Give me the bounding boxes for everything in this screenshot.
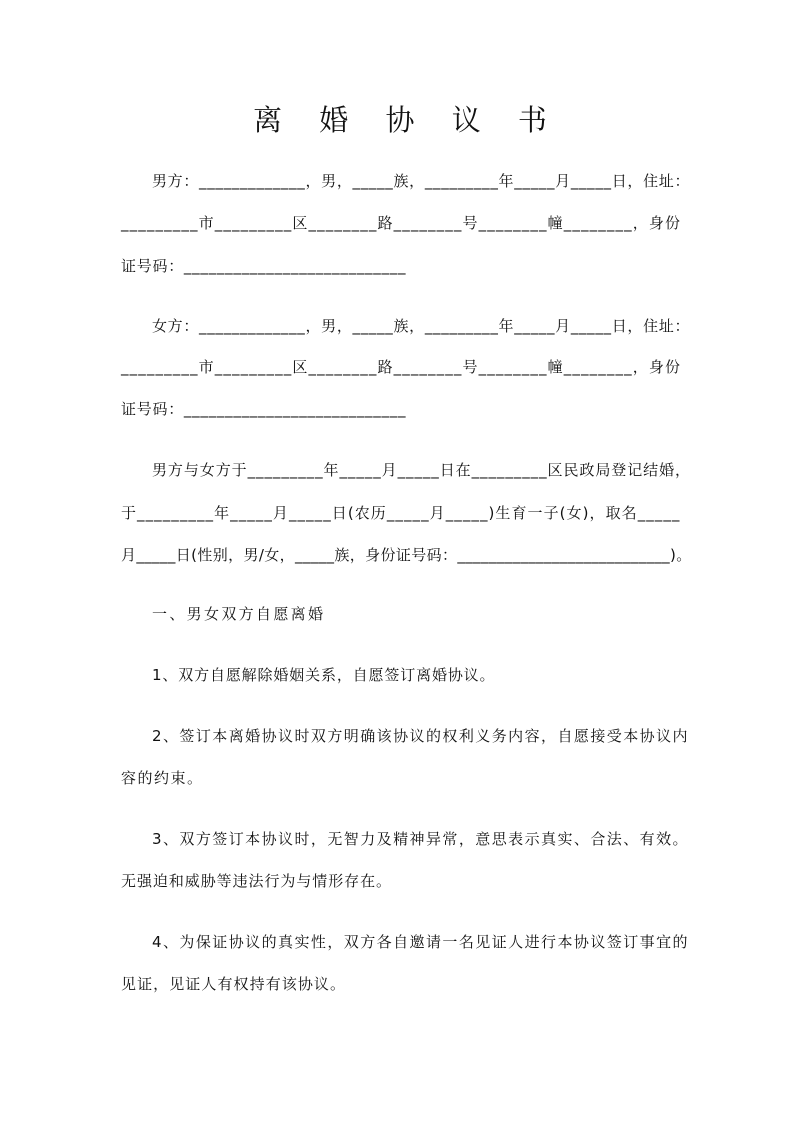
clause-2-line-1: 2、签订本离婚协议时双方明确该协议的权利义务内容，自愿接受本协议内: [152, 727, 690, 745]
document-title: 离 婚 协 议 书: [253, 103, 561, 137]
clause-2-line-2: 容的约束。: [121, 769, 204, 787]
female-line-3: 证号码：___________________________: [121, 400, 407, 418]
clause-3-line-1: 3、双方签订本协议时，无智力及精神异常，意思表示真实、合法、有效。: [152, 830, 690, 848]
female-line-1: 女方：_____________，男，_____族，_________年_____月_____日，住址：: [152, 317, 691, 335]
clause-4-line-1: 4、为保证协议的真实性，双方各自邀请一名见证人进行本协议签订事宜的: [152, 933, 690, 951]
marriage-line-2: 于_________年_____月_____日(农历_____月_____)生育一子(女)，取名_____: [121, 504, 681, 522]
male-line-1: 男方：_____________，男，_____族，_________年_____月_____日，住址：: [152, 172, 691, 190]
marriage-line-1: 男方与女方于_________年_____月_____日在_________区民政局登记结婚，: [152, 461, 691, 479]
clause-4-line-2: 见证，见证人有权持有该协议。: [121, 975, 347, 993]
clause-1: 1、双方自愿解除婚姻关系，自愿签订离婚协议。: [152, 666, 496, 684]
marriage-line-3: 月_____日(性别，男/女，_____族，身份证号码：___________________________)。: [121, 546, 692, 564]
clause-3-line-2: 无强迫和威胁等违法行为与情形存在。: [121, 872, 392, 890]
female-line-2: _________市_________区________路________号________幢________，身份: [121, 358, 682, 376]
male-line-2: _________市_________区________路________号________幢________，身份: [121, 214, 682, 232]
section-heading: 一、男女双方自愿离婚: [152, 605, 326, 623]
male-line-3: 证号码：___________________________: [121, 257, 407, 275]
